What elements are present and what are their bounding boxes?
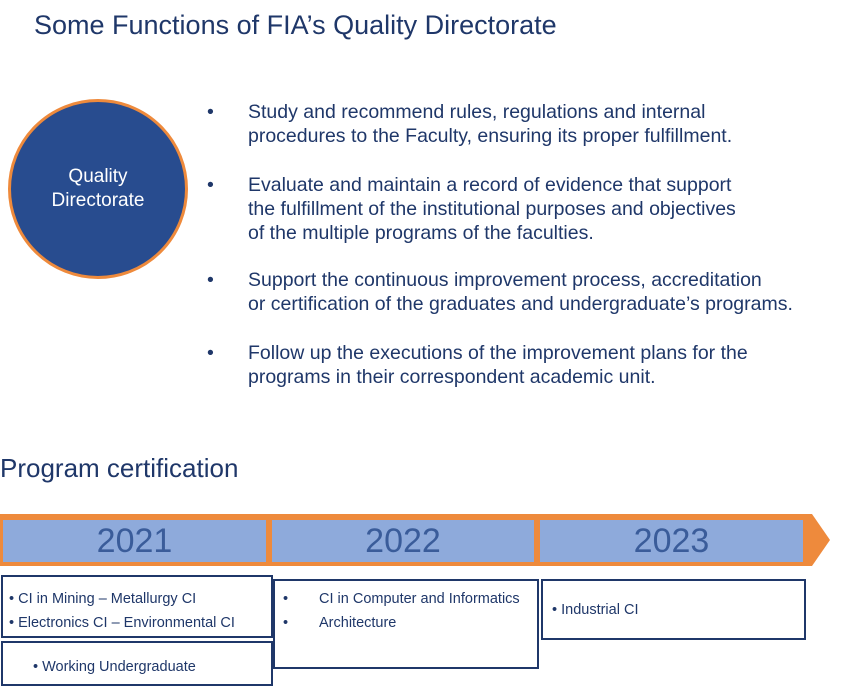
function-text: Follow up the executions of the improvement plans for the programs in their correspondent academic unit. xyxy=(248,342,748,388)
programs-2021-extra-box xyxy=(1,641,273,686)
bullet-icon: • xyxy=(207,101,214,123)
function-text: Evaluate and maintain a record of evidence that support the fulfillment of the institutional purposes and objectives of the multiple programs of the faculties. xyxy=(248,174,736,244)
bullet-icon: • xyxy=(283,591,289,607)
quality-directorate-circle xyxy=(8,99,188,279)
programs-2021-box xyxy=(1,575,273,638)
function-text: Study and recommend rules, regulations and internal procedures to the Faculty, ensuring its proper fulfillment. xyxy=(248,101,733,147)
program-item: • CI in Mining – Metallurgy CI xyxy=(9,591,197,607)
program-item: Architecture xyxy=(319,615,397,631)
function-text: Support the continuous improvement process, accreditation or certification of the graduates and undergraduate’s programs. xyxy=(248,269,793,315)
section-title: Program certification xyxy=(0,453,239,483)
bullet-icon: • xyxy=(207,174,214,196)
bullet-icon: • xyxy=(207,342,214,364)
programs-2022-box xyxy=(273,579,539,669)
year-label-2023: 2023 xyxy=(633,521,710,560)
bullet-icon: • xyxy=(207,269,214,291)
program-item: CI in Computer and Informatics xyxy=(319,591,520,607)
program-item: • Working Undergraduate xyxy=(33,659,196,675)
program-item: • Industrial CI xyxy=(552,602,639,618)
bullet-icon: • xyxy=(283,615,289,631)
program-item: • Electronics CI – Environmental CI xyxy=(9,615,235,631)
year-label-2022: 2022 xyxy=(365,521,441,560)
programs-2023-box xyxy=(541,579,806,640)
circle-label: Quality Directorate xyxy=(51,166,145,211)
year-label-2021: 2021 xyxy=(96,521,173,560)
page-title: Some Functions of FIA’s Quality Directorate xyxy=(34,10,557,40)
